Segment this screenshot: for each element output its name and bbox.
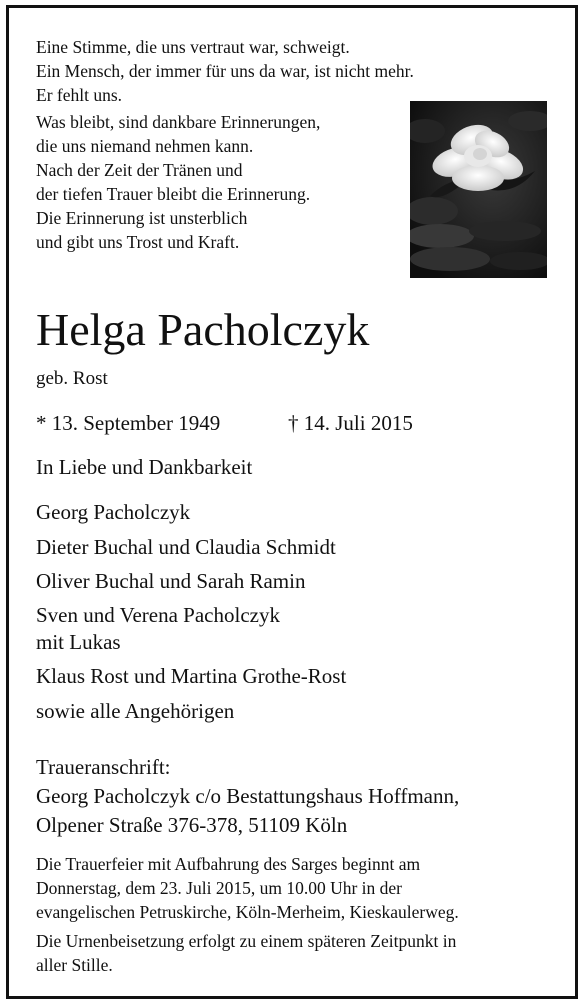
service-line: Donnerstag, dem 23. Juli 2015, um 10.00 Uhr in der xyxy=(36,878,402,898)
address-line: Georg Pacholczyk c/o Bestattungshaus Hoffmann, xyxy=(36,784,460,808)
address-line: Olpener Straße 376-378, 51109 Köln xyxy=(36,813,348,837)
poem-line: der tiefen Trauer bleibt die Erinnerung. xyxy=(36,184,311,204)
urn-line: aller Stille. xyxy=(36,955,113,975)
poem-line: Was bleibt, sind dankbare Erinnerungen, xyxy=(36,112,321,132)
mourners-intro: In Liebe und Dankbarkeit xyxy=(36,455,253,479)
poem-line: Eine Stimme, die uns vertraut war, schweigt. xyxy=(36,37,350,57)
white-rose-icon xyxy=(410,101,547,278)
white-rose-photo xyxy=(410,101,547,278)
poem-line: Er fehlt uns. xyxy=(36,85,123,105)
birth-date: * 13. September 1949 xyxy=(36,411,221,435)
mourner-name: mit Lukas xyxy=(36,630,121,654)
mourner-name: Sven und Verena Pacholczyk xyxy=(36,603,280,627)
address-label: Traueranschrift: xyxy=(36,755,171,779)
mourner-name: Georg Pacholczyk xyxy=(36,500,191,524)
urn-line: Die Urnenbeisetzung erfolgt zu einem späteren Zeitpunkt in xyxy=(36,931,457,951)
mourner-name: Dieter Buchal und Claudia Schmidt xyxy=(36,535,336,559)
poem-line: Ein Mensch, der immer für uns da war, ist nicht mehr. xyxy=(36,61,414,81)
poem-line: Die Erinnerung ist unsterblich xyxy=(36,208,248,228)
service-line: evangelischen Petruskirche, Köln-Merheim, Kieskaulerweg. xyxy=(36,902,459,922)
poem-line: die uns niemand nehmen kann. xyxy=(36,136,254,156)
birth-name: geb. Rost xyxy=(36,368,108,389)
mourner-name: Klaus Rost und Martina Grothe-Rost xyxy=(36,664,347,688)
death-date: † 14. Juli 2015 xyxy=(288,411,413,435)
poem-line: und gibt uns Trost und Kraft. xyxy=(36,232,240,252)
mourner-name: sowie alle Angehörigen xyxy=(36,699,235,723)
mourner-name: Oliver Buchal und Sarah Ramin xyxy=(36,569,306,593)
deceased-name: Helga Pacholczyk xyxy=(36,304,370,355)
service-line: Die Trauerfeier mit Aufbahrung des Sarges beginnt am xyxy=(36,854,421,874)
poem-line: Nach der Zeit der Tränen und xyxy=(36,160,243,180)
